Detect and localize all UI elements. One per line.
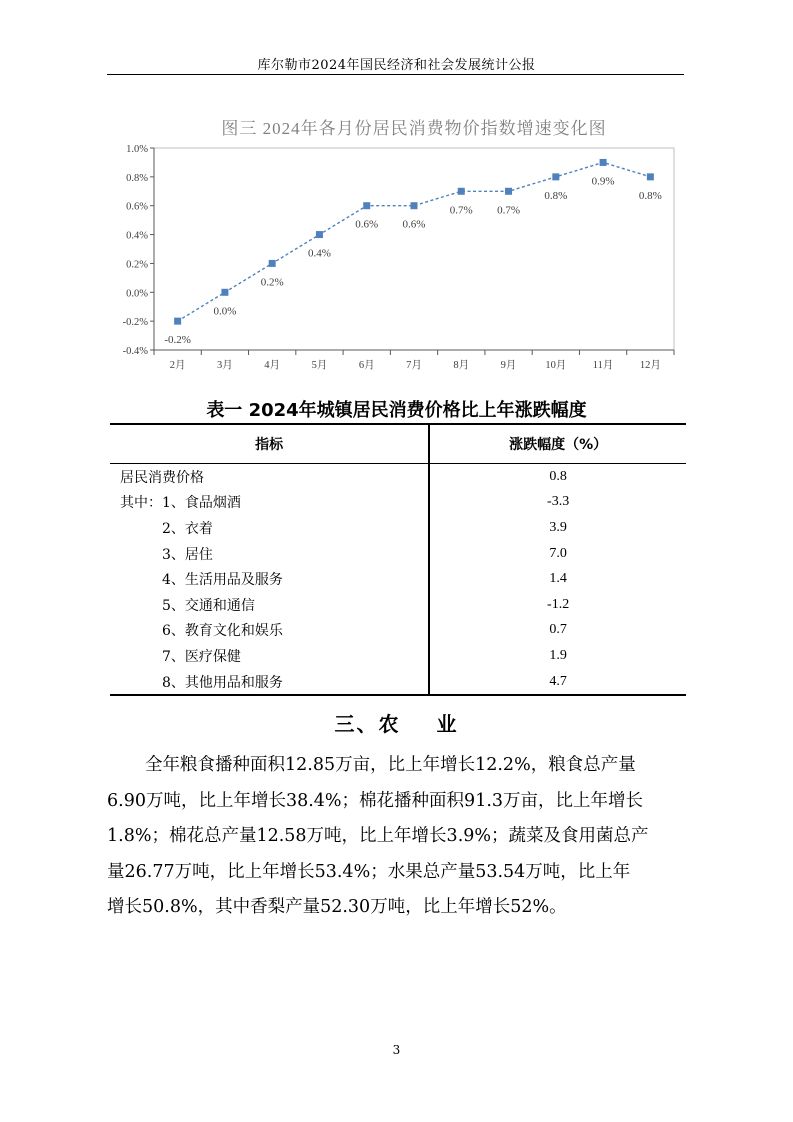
row-value: -3.3 — [547, 494, 570, 510]
data-point-marker — [363, 202, 370, 209]
y-tick-label: -0.4% — [122, 346, 148, 357]
data-point-marker — [269, 260, 276, 267]
table-row — [110, 643, 686, 669]
row-value: 3.9 — [549, 519, 567, 535]
row-value: 0.8 — [549, 468, 567, 484]
section-title — [0, 708, 793, 737]
row-label: 其中：1、食品烟酒 — [110, 490, 429, 516]
y-tick-label: -0.2% — [122, 317, 148, 329]
table-row — [110, 541, 686, 567]
table-row — [110, 490, 686, 516]
data-point-marker — [221, 289, 228, 296]
data-label: 0.6% — [355, 218, 379, 231]
table-row — [110, 669, 686, 696]
x-tick-label: 6月 — [358, 360, 375, 371]
cpi-line-chart — [108, 112, 688, 380]
data-point-marker — [411, 202, 418, 209]
section-title-left: 三、农 — [334, 712, 401, 736]
table-header-row — [110, 424, 686, 464]
row-value: 1.9 — [549, 647, 567, 663]
row-label: 居民消费价格 — [110, 464, 429, 490]
data-label: 0.6% — [402, 218, 426, 231]
x-tick-label: 9月 — [500, 360, 517, 371]
page-header: 库尔勒市2024年国民经济和社会发展统计公报 — [257, 58, 536, 73]
x-tick-label: 5月 — [311, 360, 328, 371]
x-tick-label: 8月 — [453, 360, 470, 371]
x-tick-label: 7月 — [406, 360, 422, 371]
data-label: 0.4% — [307, 247, 331, 260]
row-value: 4.7 — [429, 669, 686, 696]
row-label: 7、医疗保健 — [110, 643, 429, 669]
y-tick-label: 0.2% — [126, 259, 148, 271]
y-tick-label: 0.6% — [126, 201, 148, 213]
y-tick-label: 0.0% — [126, 288, 148, 300]
x-tick-label: 12月 — [639, 360, 661, 371]
data-label: 0.9% — [591, 175, 615, 188]
data-point-marker — [600, 159, 607, 166]
y-tick-label: 1.0% — [126, 144, 148, 155]
row-value: 7.0 — [549, 545, 567, 561]
row-label: 4、生活用品及服务 — [110, 566, 429, 592]
chart-svg — [108, 112, 688, 380]
y-tick-label: 0.4% — [126, 230, 148, 242]
row-label: 2、衣着 — [110, 515, 429, 541]
x-tick-label: 3月 — [217, 360, 233, 371]
data-point-marker — [505, 188, 512, 195]
page-number: 3 — [392, 1043, 401, 1057]
section-title-right: 业 — [436, 712, 459, 736]
data-point-marker — [647, 173, 654, 180]
row-label: 8、其他用品和服务 — [110, 669, 429, 696]
data-point-marker — [174, 318, 181, 325]
cpi-table — [110, 423, 686, 696]
column-header-change: 涨跌幅度（%） — [429, 424, 686, 464]
chart-title: 图三 2024年各月份居民消费物价指数增速变化图 — [221, 119, 607, 138]
paragraph-line: 全年粮食播种面积12.85万亩，比上年增长12.2%，粮食总产量 — [145, 755, 636, 775]
data-point-marker — [316, 231, 323, 238]
paragraph-line: 增长50.8%，其中香梨产量52.30万吨，比上年增长52%。 — [107, 897, 567, 917]
table-row — [110, 464, 686, 490]
table-title: 表一 2024年城镇居民消费价格比上年涨跌幅度 — [206, 400, 587, 421]
data-label: 0.2% — [260, 276, 284, 289]
paragraph-line: 1.8%；棉花总产量12.58万吨，比上年增长3.9%；蔬菜及食用菌总产 — [107, 826, 649, 846]
data-point-marker — [552, 173, 559, 180]
row-value: -1.2 — [547, 596, 570, 612]
row-value: 1.4 — [549, 571, 567, 587]
agriculture-paragraph — [107, 748, 688, 926]
row-label: 6、教育文化和娱乐 — [110, 618, 429, 644]
data-label: 0.7% — [449, 204, 473, 217]
paragraph-line: 量26.77万吨，比上年增长53.4%；水果总产量53.54万吨，比上年 — [107, 861, 631, 882]
table-row — [110, 515, 686, 541]
row-value: 0.7 — [549, 622, 567, 638]
data-label: 0.0% — [213, 305, 237, 318]
y-tick-label: 0.8% — [126, 172, 148, 184]
table-row — [110, 618, 686, 644]
column-header-indicator: 指标 — [110, 424, 429, 464]
x-tick-label: 2月 — [169, 360, 186, 371]
row-label: 3、居住 — [110, 541, 429, 567]
paragraph-line: 6.90万吨，比上年增长38.4%；棉花播种面积91.3万亩，比上年增长 — [107, 790, 644, 811]
row-label: 5、交通和通信 — [110, 592, 429, 618]
header-rule — [107, 74, 684, 75]
data-label: 0.8% — [638, 189, 662, 202]
x-tick-label: 4月 — [264, 360, 281, 371]
data-label: 0.8% — [544, 189, 568, 202]
series-line — [178, 162, 651, 321]
x-tick-label: 11月 — [592, 360, 614, 371]
table-row — [110, 566, 686, 592]
x-tick-label: 10月 — [545, 360, 567, 371]
data-label: -0.2% — [164, 334, 191, 347]
data-label: 0.7% — [497, 204, 521, 217]
table-row — [110, 592, 686, 618]
data-point-marker — [458, 188, 465, 195]
